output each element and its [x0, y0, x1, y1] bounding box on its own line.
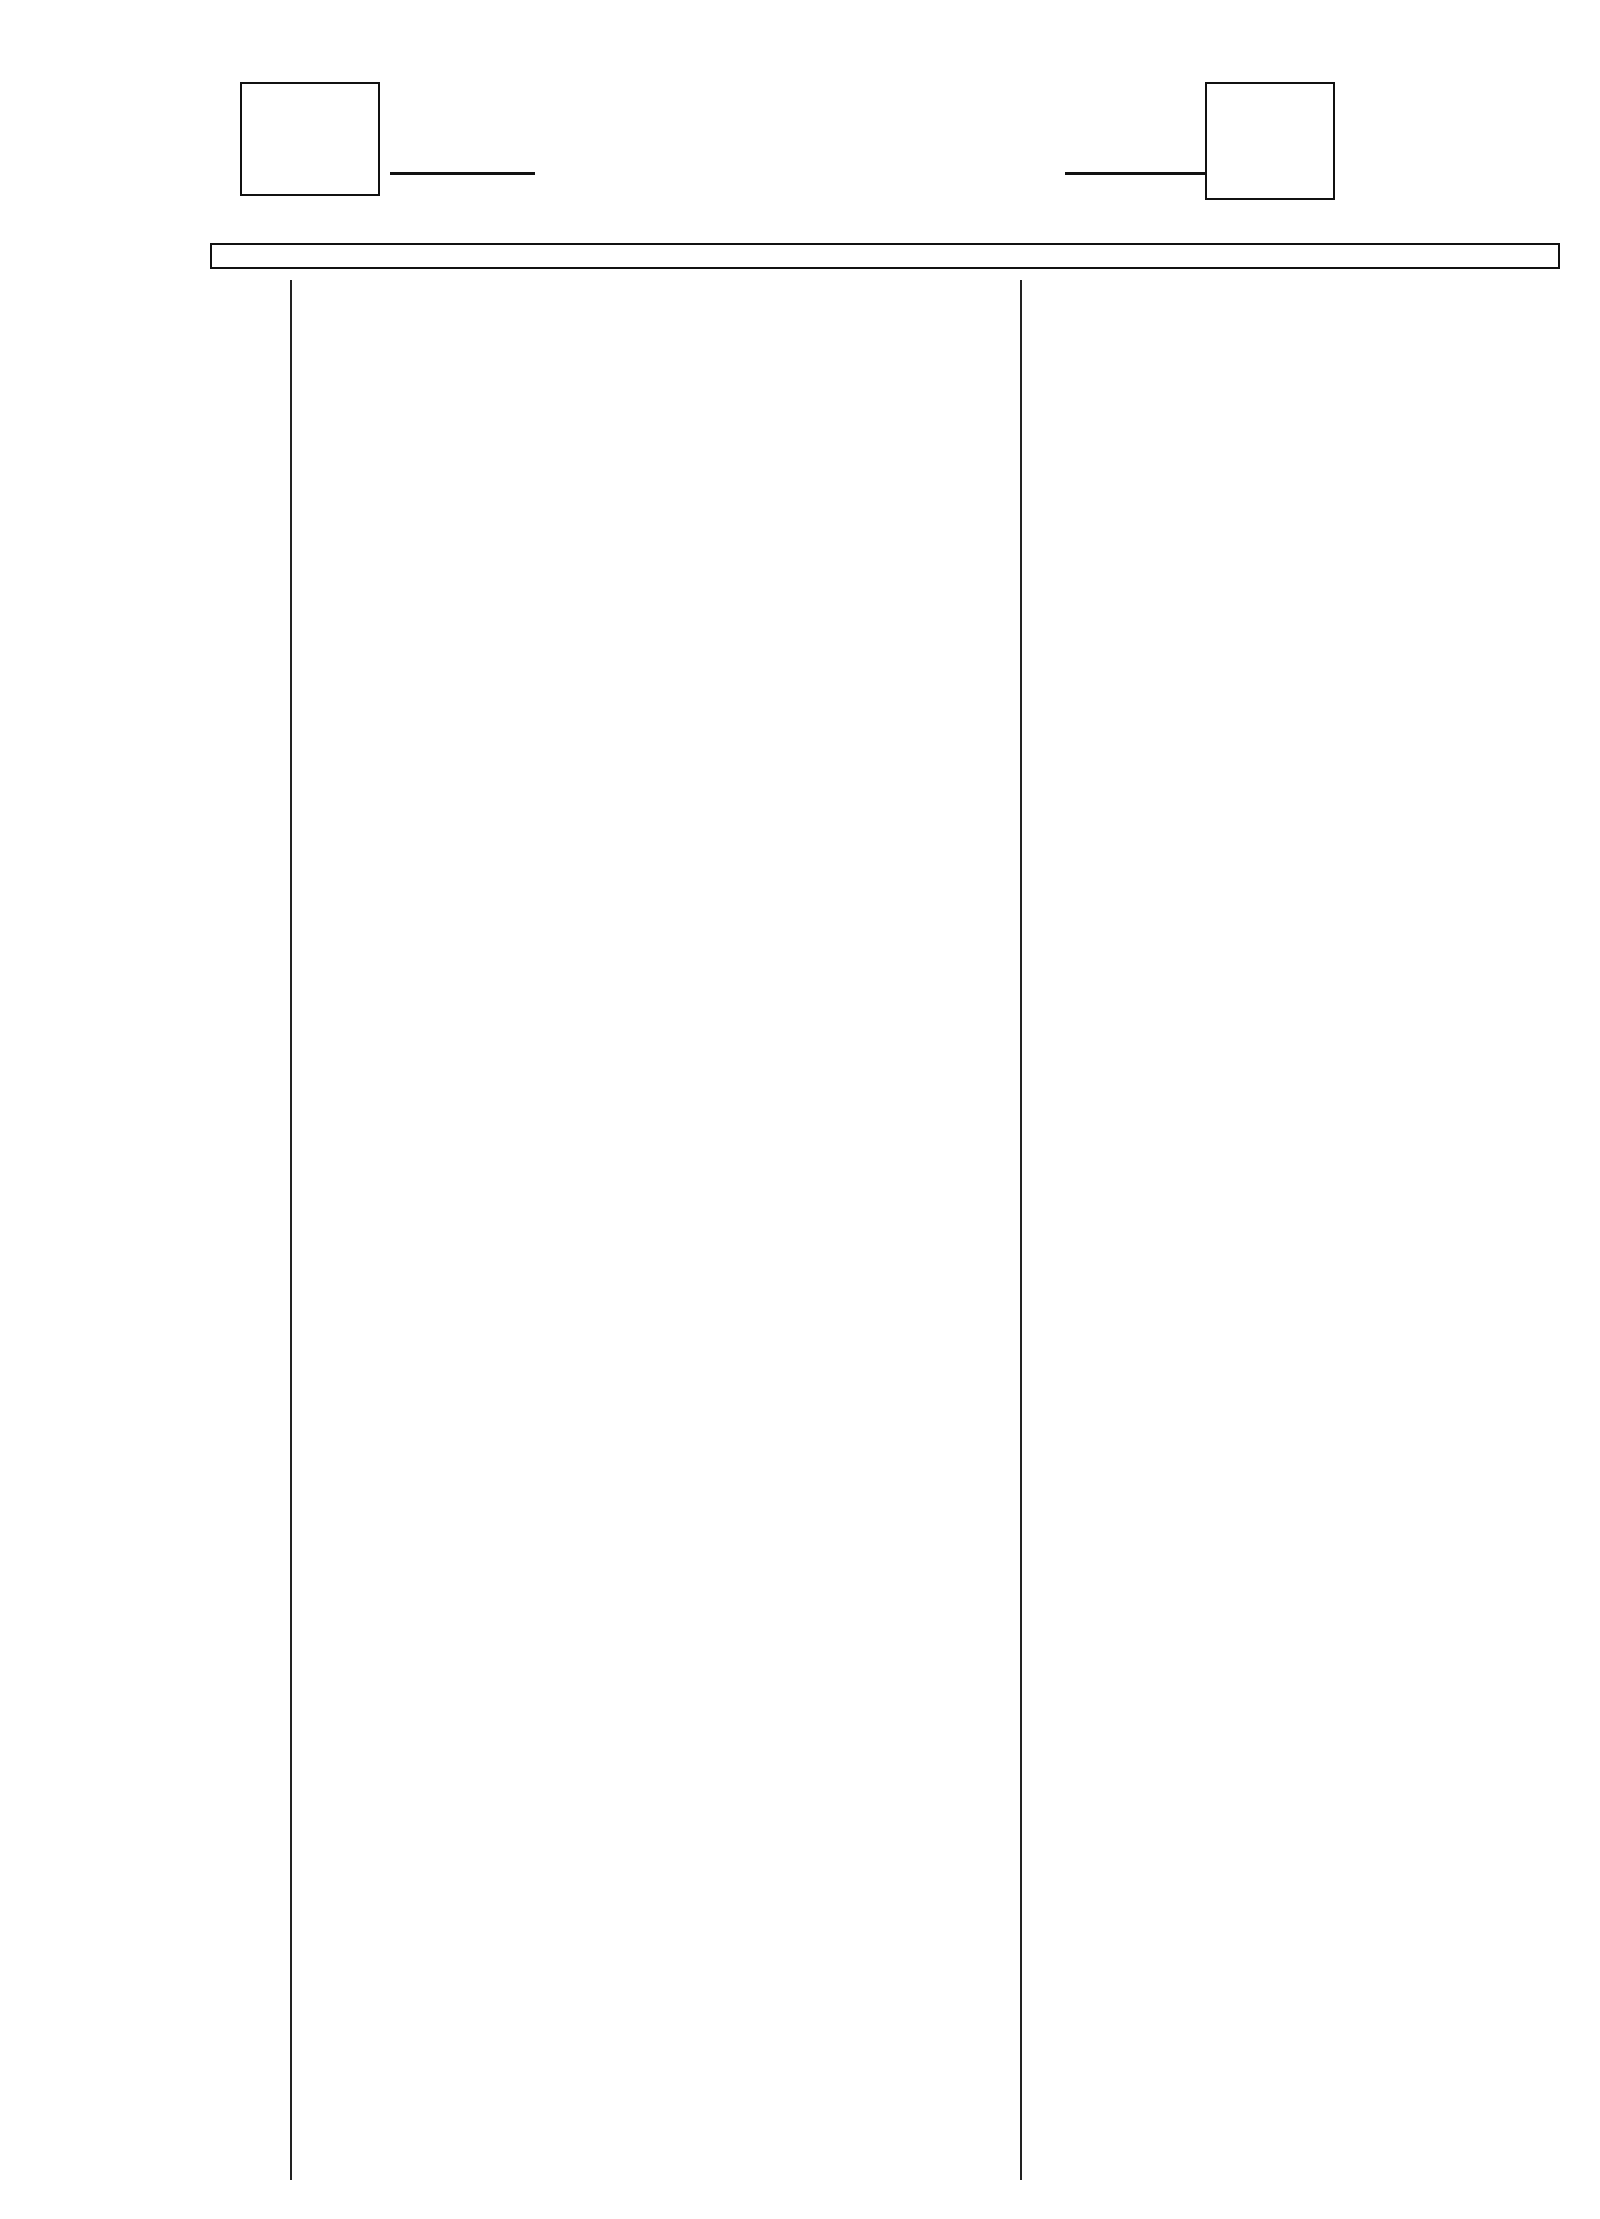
date-box	[1205, 82, 1335, 200]
notes-body	[222, 282, 286, 2152]
masthead-rule-right	[1065, 172, 1205, 175]
office-box	[240, 82, 380, 196]
column-rule-2	[1020, 280, 1022, 2180]
info-bar	[210, 243, 1560, 269]
column-rule-1	[290, 280, 292, 2180]
masthead-rule-left	[390, 172, 535, 175]
